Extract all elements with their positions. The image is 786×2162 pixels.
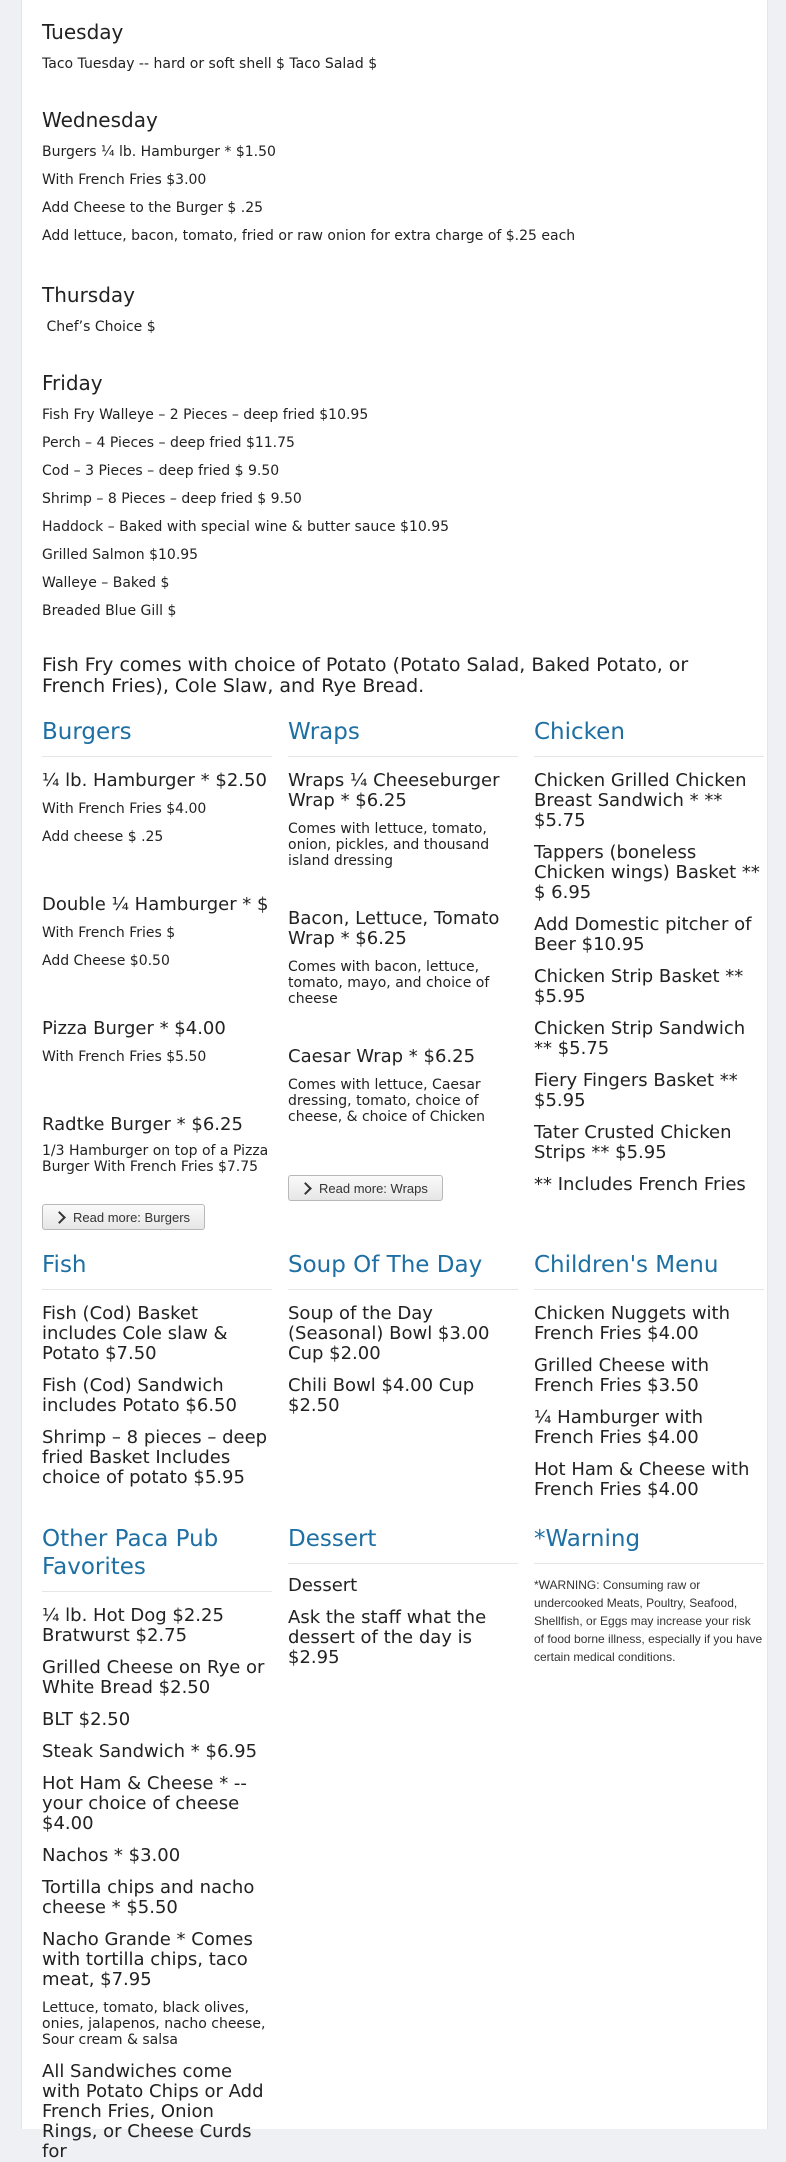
menu-item-desc: Comes with lettuce, Caesar dressing, tomato, choice of cheese, & choice of Chicken bbox=[288, 1077, 486, 1125]
day-item: With French Fries $3.00 bbox=[42, 172, 207, 188]
day-item: Fish Fry Walleye – 2 Pieces – deep fried $10.95 bbox=[42, 407, 369, 423]
chevron-right-icon bbox=[53, 1211, 66, 1224]
childrens-menu-section bbox=[534, 1251, 764, 1500]
menu-item-desc: Comes with bacon, lettuce, tomato, mayo, and choice of cheese bbox=[288, 959, 490, 1007]
menu-item-detail: With French Fries $5.50 bbox=[42, 1049, 207, 1065]
section-title: *Warning bbox=[534, 1525, 764, 1564]
menu-item-name: Fiery Fingers Basket ** $5.95 bbox=[534, 1070, 738, 1111]
menu-item-name: ¼ Hamburger with French Fries $4.00 bbox=[534, 1407, 703, 1448]
menu-item-name: Radtke Burger * $6.25 bbox=[42, 1114, 243, 1135]
day-title: Tuesday bbox=[42, 20, 124, 44]
section-title: Other Paca Pub Favorites bbox=[42, 1525, 272, 1592]
warning-text: *WARNING: Consuming raw or undercooked Meats, Poultry, Seafood, Shellfish, or Eggs may increase your risk of food borne illness, especially if you have certain medical conditions. bbox=[534, 1578, 763, 1664]
button-label: Read more: Burgers bbox=[73, 1210, 191, 1225]
menu-item-name: ** Includes French Fries bbox=[534, 1174, 746, 1195]
read-more-wraps-button[interactable] bbox=[288, 1175, 443, 1201]
section-title: Fish bbox=[42, 1251, 272, 1290]
section-title: Soup Of The Day bbox=[288, 1251, 518, 1290]
menu-item-name: Chicken Nuggets with French Fries $4.00 bbox=[534, 1303, 731, 1344]
menu-item-name: ¼ lb. Hot Dog $2.25 Bratwurst $2.75 bbox=[42, 1605, 224, 1646]
menu-item-name: Nacho Grande * Comes with tortilla chips, taco meat, $7.95 bbox=[42, 1929, 253, 1990]
menu-item-name: Fish (Cod) Sandwich includes Potato $6.50 bbox=[42, 1375, 237, 1416]
menu-item-desc: 1/3 Hamburger on top of a Pizza Burger With French Fries $7.75 bbox=[42, 1143, 269, 1175]
day-title: Wednesday bbox=[42, 108, 158, 132]
page-container bbox=[21, 0, 768, 2162]
section-title: Children's Menu bbox=[534, 1251, 764, 1290]
menu-item-name: Add Domestic pitcher of Beer $10.95 bbox=[534, 914, 752, 955]
menu-item-detail: With French Fries $ bbox=[42, 925, 176, 941]
day-title: Friday bbox=[42, 371, 103, 395]
dessert-section bbox=[288, 1525, 518, 1668]
menu-item-name: Chili Bowl $4.00 Cup $2.50 bbox=[288, 1375, 475, 1416]
menu-item-name: Caesar Wrap * $6.25 bbox=[288, 1046, 476, 1067]
section-title: Dessert bbox=[288, 1525, 518, 1564]
day-item: Shrimp – 8 Pieces – deep fried $ 9.50 bbox=[42, 491, 302, 507]
menu-item-name: Nachos * $3.00 bbox=[42, 1845, 181, 1866]
warning-section bbox=[534, 1525, 764, 1666]
section-title: Wraps bbox=[288, 718, 518, 757]
day-item: Burgers ¼ lb. Hamburger * $1.50 bbox=[42, 144, 276, 160]
menu-item-name: Hot Ham & Cheese * -- your choice of cheese $4.00 bbox=[42, 1773, 247, 1834]
menu-item-desc: Comes with lettuce, tomato, onion, pickles, and thousand island dressing bbox=[288, 821, 490, 869]
day-item: Breaded Blue Gill $ bbox=[42, 603, 177, 619]
menu-item-name: Dessert bbox=[288, 1575, 358, 1596]
button-label: Read more: Wraps bbox=[319, 1181, 428, 1196]
day-tuesday bbox=[42, 20, 747, 78]
menu-item-name: Shrimp – 8 pieces – deep fried Basket Includes choice of potato $5.95 bbox=[42, 1427, 268, 1488]
menu-item-name: Chicken Strip Sandwich ** $5.75 bbox=[534, 1018, 746, 1059]
day-thursday bbox=[42, 283, 747, 341]
menu-item-name: BLT $2.50 bbox=[42, 1709, 131, 1730]
menu-item-name: Steak Sandwich * $6.95 bbox=[42, 1741, 258, 1762]
wraps-section bbox=[288, 718, 518, 1125]
menu-item-detail: Add cheese $ .25 bbox=[42, 829, 164, 845]
day-title: Thursday bbox=[42, 283, 135, 307]
menu-item-name: Fish (Cod) Basket includes Cole slaw & Potato $7.50 bbox=[42, 1303, 228, 1364]
chicken-section bbox=[534, 718, 764, 1195]
day-item: Chef’s Choice $ bbox=[42, 319, 156, 335]
section-title: Chicken bbox=[534, 718, 764, 757]
day-item: Grilled Salmon $10.95 bbox=[42, 547, 199, 563]
menu-item-name: Hot Ham & Cheese with French Fries $4.00 bbox=[534, 1459, 750, 1500]
menu-item-name: Tappers (boneless Chicken wings) Basket ** $ 6.95 bbox=[534, 842, 760, 903]
day-item: Add Cheese to the Burger $ .25 bbox=[42, 200, 264, 216]
menu-item-name: Soup of the Day (Seasonal) Bowl $3.00 Cup $2.00 bbox=[288, 1303, 490, 1364]
read-more-burgers-button[interactable] bbox=[42, 1204, 205, 1230]
menu-item-detail: Add Cheese $0.50 bbox=[42, 953, 170, 969]
day-item: Add lettuce, bacon, tomato, fried or raw onion for extra charge of $.25 each bbox=[42, 228, 576, 244]
menu-item-name: Wraps ¼ Cheeseburger Wrap * $6.25 bbox=[288, 770, 500, 811]
menu-item-name: Tater Crusted Chicken Strips ** $5.95 bbox=[534, 1122, 732, 1163]
menu-item-name: Grilled Cheese with French Fries $3.50 bbox=[534, 1355, 710, 1396]
burgers-section bbox=[42, 718, 272, 1175]
other-favorites-section bbox=[42, 1525, 272, 2162]
day-item: Walleye – Baked $ bbox=[42, 575, 170, 591]
menu-item-name: Chicken Grilled Chicken Breast Sandwich * ** $5.75 bbox=[534, 770, 747, 831]
menu-item-name: Pizza Burger * $4.00 bbox=[42, 1018, 226, 1039]
section-title: Burgers bbox=[42, 718, 272, 757]
day-item: Perch – 4 Pieces – deep fried $11.75 bbox=[42, 435, 295, 451]
soup-section bbox=[288, 1251, 518, 1416]
day-item: Cod – 3 Pieces – deep fried $ 9.50 bbox=[42, 463, 280, 479]
chevron-right-icon bbox=[299, 1182, 312, 1195]
menu-item-name: Chicken Strip Basket ** $5.95 bbox=[534, 966, 744, 1007]
day-item: Taco Tuesday -- hard or soft shell $ Taco Salad $ bbox=[42, 56, 378, 72]
day-wednesday bbox=[42, 108, 747, 250]
menu-item-name: Bacon, Lettuce, Tomato Wrap * $6.25 bbox=[288, 908, 500, 949]
menu-item-name: Ask the staff what the dessert of the day is $2.95 bbox=[288, 1607, 487, 1668]
menu-item-name: Double ¼ Hamburger * $ bbox=[42, 894, 269, 915]
day-friday bbox=[42, 371, 747, 625]
menu-item-name: Grilled Cheese on Rye or White Bread $2.50 bbox=[42, 1657, 265, 1698]
menu-item-name: All Sandwiches come with Potato Chips or Add French Fries, Onion Rings, or Cheese Curds for bbox=[42, 2061, 264, 2162]
menu-item-desc: Lettuce, tomato, black olives, onies, jalapenos, nacho cheese, Sour cream & salsa bbox=[42, 2000, 266, 2048]
menu-item-name: ¼ lb. Hamburger * $2.50 bbox=[42, 770, 267, 791]
day-item: Haddock – Baked with special wine & butter sauce $10.95 bbox=[42, 519, 450, 535]
fish-section bbox=[42, 1251, 272, 1488]
menu-item-detail: With French Fries $4.00 bbox=[42, 801, 207, 817]
menu-item-name: Tortilla chips and nacho cheese * $5.50 bbox=[42, 1877, 255, 1918]
fish-fry-note: Fish Fry comes with choice of Potato (Potato Salad, Baked Potato, or French Fries), Cole Slaw, and Rye Bread. bbox=[42, 654, 689, 697]
